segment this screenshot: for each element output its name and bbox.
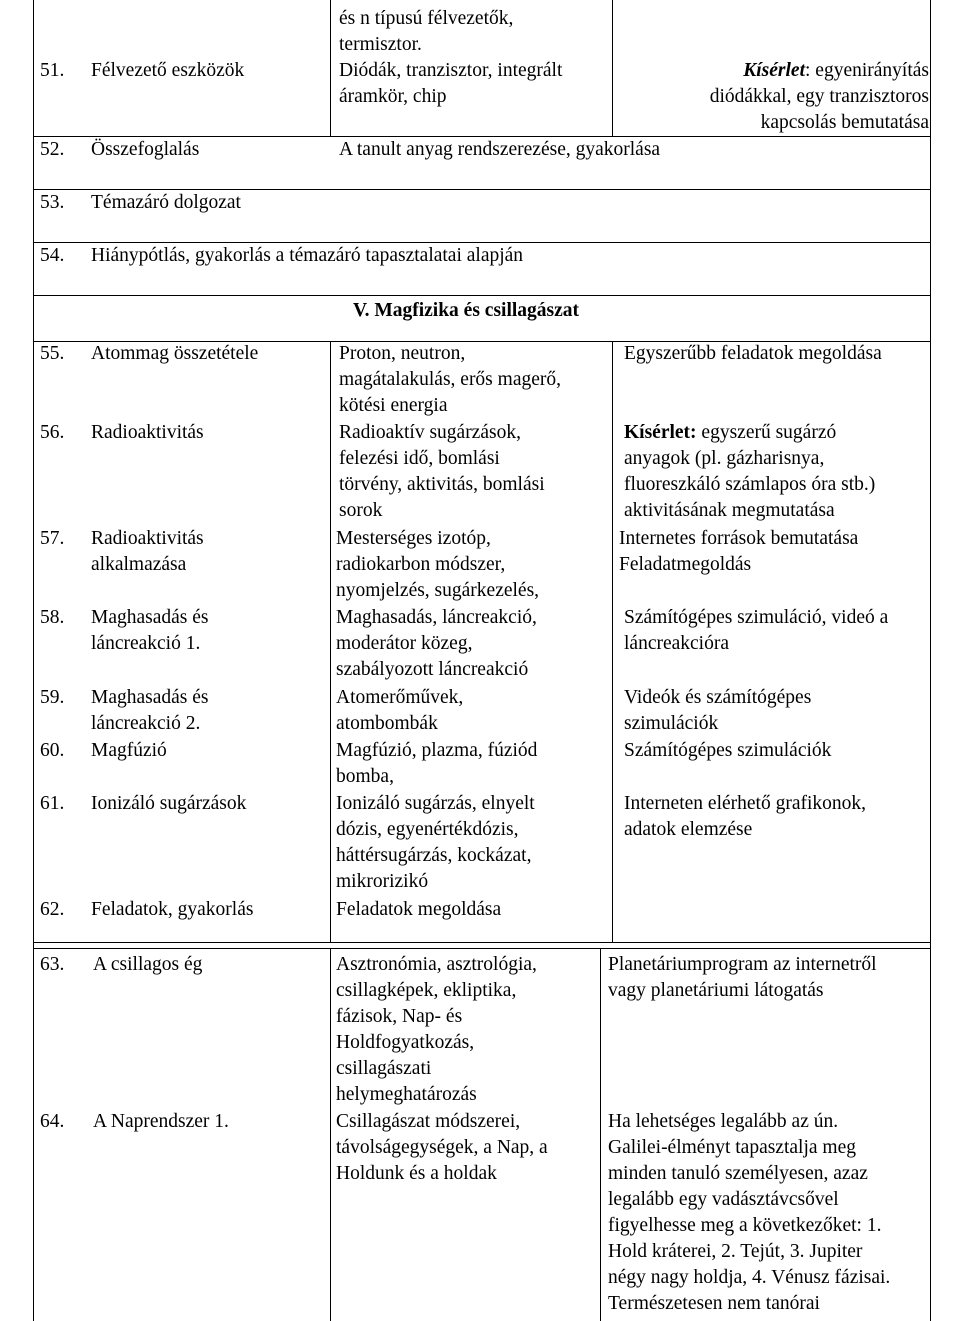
row-61-topic: Ionizáló sugárzások bbox=[91, 793, 247, 814]
row-57-activity: Internetes források bemutatása Feladatmegoldás bbox=[619, 528, 859, 575]
row-55-activity: Egyszerűbb feladatok megoldása bbox=[624, 343, 882, 364]
row-51-activity bbox=[624, 58, 929, 136]
row-61-activity: Interneten elérhető grafikonok, adatok elemzése bbox=[624, 793, 867, 840]
row-53-number: 53. bbox=[40, 192, 65, 213]
row-51-activity-text: : egyenirányítás diódákkal, egy tranzisztoros kapcsolás bemutatása bbox=[709, 60, 929, 133]
row-border-62-bottom bbox=[33, 942, 931, 943]
row-54-topic: Hiánypótlás, gyakorlás a témazáró tapasztalatai alapján bbox=[91, 245, 524, 266]
row-59-activity: Videók és számítógépes szimulációk bbox=[624, 687, 812, 734]
row-59-number: 59. bbox=[40, 687, 65, 708]
row-60-number: 60. bbox=[40, 740, 65, 761]
table-border-right bbox=[930, 0, 931, 1321]
row-54-number: 54. bbox=[40, 245, 65, 266]
row-61-number: 61. bbox=[40, 793, 65, 814]
row-53-topic: Témazáró dolgozat bbox=[91, 192, 241, 213]
row-50-content: és n típusú félvezetők, termisztor. bbox=[339, 8, 514, 55]
row-57-content: Mesterséges izotóp, radiokarbon módszer, nyomjelzés, sugárkezelés, bbox=[336, 528, 540, 601]
row-62-number: 62. bbox=[40, 899, 65, 920]
row-59-content: Atomerőművek, atombombák bbox=[336, 687, 464, 734]
row-56-topic: Radioaktivitás bbox=[91, 422, 204, 443]
row-51-topic: Félvezető eszközök bbox=[91, 60, 245, 81]
experiment-label: Kísérlet bbox=[743, 60, 805, 81]
row-58-content: Maghasadás, láncreakció, moderátor közeg, szabályozott láncreakció bbox=[336, 607, 537, 680]
table-border-left-block1 bbox=[33, 0, 34, 1321]
column-divider-1-top bbox=[330, 0, 331, 136]
column-divider-2-mid bbox=[612, 341, 613, 942]
column-divider-2-top bbox=[612, 0, 613, 136]
row-55-number: 55. bbox=[40, 343, 65, 364]
row-58-number: 58. bbox=[40, 607, 65, 628]
row-border-63 bbox=[33, 948, 931, 949]
row-63-content: Asztronómia, asztrológia, csillagképek, ekliptika, fázisok, Nap- és Holdfogyatkozás, csillagászati helymeghatározás bbox=[336, 954, 537, 1105]
row-56-content: Radioaktív sugárzások, felezési idő, bomlási törvény, aktivitás, bomlási sorok bbox=[339, 422, 545, 521]
row-63-topic: A csillagos ég bbox=[93, 954, 203, 975]
row-58-topic: Maghasadás és láncreakció 1. bbox=[91, 607, 209, 654]
row-56-number: 56. bbox=[40, 422, 65, 443]
column-divider-1-bottom bbox=[330, 948, 331, 1321]
row-52-number: 52. bbox=[40, 139, 65, 160]
row-60-topic: Magfúzió bbox=[91, 740, 167, 761]
row-52-topic: Összefoglalás bbox=[91, 139, 200, 160]
row-51-number: 51. bbox=[40, 60, 65, 81]
row-51-content: Diódák, tranzisztor, integrált áramkör, chip bbox=[339, 60, 563, 107]
row-border-section bbox=[33, 295, 931, 296]
column-divider-1-mid bbox=[330, 341, 331, 942]
row-64-content: Csillagászat módszerei, távolságegységek, a Nap, a Holdunk és a holdak bbox=[336, 1111, 548, 1184]
experiment-label: Kísérlet: bbox=[624, 422, 697, 443]
row-64-number: 64. bbox=[40, 1111, 65, 1132]
row-55-content: Proton, neutron, magátalakulás, erős magerő, kötési energia bbox=[339, 343, 561, 416]
row-60-activity: Számítógépes szimulációk bbox=[624, 740, 832, 761]
row-52-content: A tanult anyag rendszerezése, gyakorlása bbox=[339, 139, 661, 160]
row-63-number: 63. bbox=[40, 954, 65, 975]
column-divider-2-bottom bbox=[600, 948, 601, 1321]
row-60-content: Magfúzió, plazma, fúziód bomba, bbox=[336, 740, 538, 787]
row-62-topic: Feladatok, gyakorlás bbox=[91, 899, 254, 920]
row-56-activity-text: egyszerű sugárzó anyagok (pl. gázharisnya, fluoreszkáló számlapos óra stb.) aktivitásának megmutatása bbox=[624, 422, 876, 521]
row-64-activity: Ha lehetséges legalább az ún. Galilei-élményt tapasztalja meg minden tanuló személyesen, azaz legalább egy vadásztávcsővel figyelhesse meg a következőket: 1. Hold kráterei, 2. Tejút, 3. Jupiter négy nagy holdja, 4. Vénusz fázisai. Természetesen nem tanórai bbox=[608, 1111, 891, 1314]
section-heading: V. Magfizika és csillagászat bbox=[353, 300, 580, 321]
row-57-number: 57. bbox=[40, 528, 65, 549]
row-64-topic: A Naprendszer 1. bbox=[93, 1111, 229, 1132]
row-61-content: Ionizáló sugárzás, elnyelt dózis, egyenértékdózis, háttérsugárzás, kockázat, mikrorizikó bbox=[336, 793, 535, 892]
row-58-activity: Számítógépes szimuláció, videó a láncreakcióra bbox=[624, 607, 889, 654]
row-62-content: Feladatok megoldása bbox=[336, 899, 502, 920]
row-59-topic: Maghasadás és láncreakció 2. bbox=[91, 687, 209, 734]
row-55-topic: Atommag összetétele bbox=[91, 343, 259, 364]
row-56-activity bbox=[624, 420, 929, 524]
row-57-topic: Radioaktivitás alkalmazása bbox=[91, 528, 204, 575]
row-63-activity: Planetáriumprogram az internetről vagy planetáriumi látogatás bbox=[608, 954, 877, 1001]
